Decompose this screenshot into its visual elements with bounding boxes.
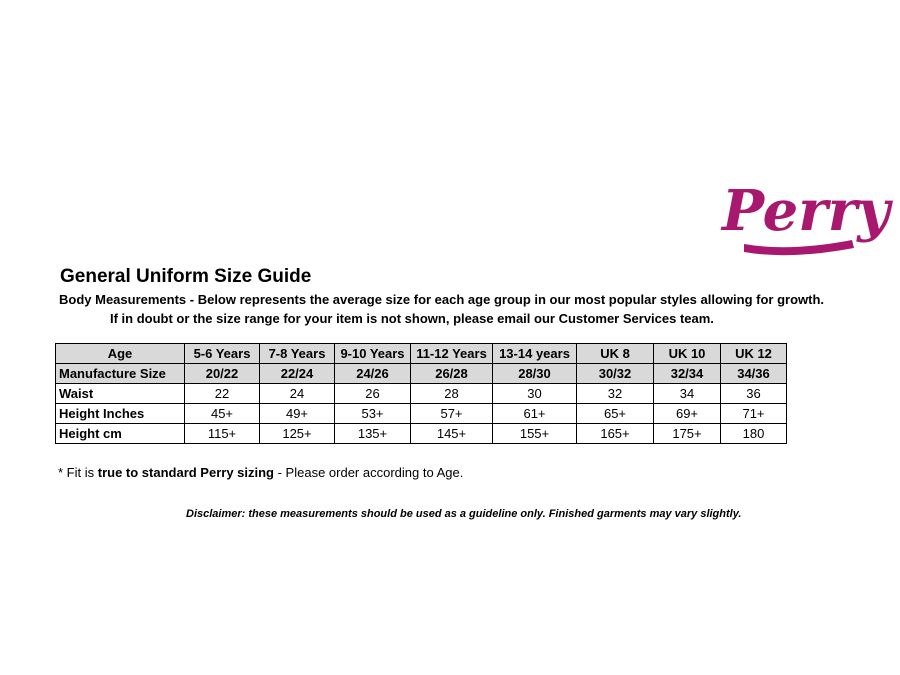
table-cell: 180 <box>721 424 787 444</box>
table-cell: 145+ <box>411 424 493 444</box>
table-cell: 24/26 <box>335 364 411 384</box>
intro-line-2: If in doubt or the size range for your item is not shown, please email our Customer Services team. <box>110 311 714 326</box>
row-label: Height Inches <box>56 404 185 424</box>
row-label: Height cm <box>56 424 185 444</box>
table-cell: 57+ <box>411 404 493 424</box>
table-cell: 24 <box>260 384 335 404</box>
perry-logo-mark <box>720 168 890 260</box>
table-cell: 49+ <box>260 404 335 424</box>
column-header: UK 12 <box>721 344 787 364</box>
fit-note-prefix: * Fit is <box>58 465 98 480</box>
table-cell: 30 <box>493 384 577 404</box>
table-cell: 20/22 <box>185 364 260 384</box>
table-cell: 45+ <box>185 404 260 424</box>
header-row <box>56 344 787 364</box>
column-header: 9-10 Years <box>335 344 411 364</box>
table-row <box>56 364 787 384</box>
table-cell: 22/24 <box>260 364 335 384</box>
table-cell: 28/30 <box>493 364 577 384</box>
table-cell: 34 <box>654 384 721 404</box>
table-row <box>56 424 787 444</box>
table-cell: 175+ <box>654 424 721 444</box>
fit-note-suffix: - Please order according to Age. <box>274 465 464 480</box>
row-label: Manufacture Size <box>56 364 185 384</box>
table-cell: 26/28 <box>411 364 493 384</box>
table-cell: 36 <box>721 384 787 404</box>
column-header: UK 8 <box>577 344 654 364</box>
table-cell: 30/32 <box>577 364 654 384</box>
header-label-age: Age <box>56 344 185 364</box>
table-cell: 69+ <box>654 404 721 424</box>
page-title: General Uniform Size Guide <box>60 266 312 287</box>
disclaimer: Disclaimer: these measurements should be used as a guideline only. Finished garments may vary slightly. <box>186 508 742 520</box>
table-row <box>56 384 787 404</box>
table-cell: 71+ <box>721 404 787 424</box>
table-cell: 115+ <box>185 424 260 444</box>
table-cell: 32/34 <box>654 364 721 384</box>
table-cell: 125+ <box>260 424 335 444</box>
table-cell: 22 <box>185 384 260 404</box>
table-cell: 34/36 <box>721 364 787 384</box>
table-cell: 135+ <box>335 424 411 444</box>
intro-line-1: Body Measurements - Below represents the average size for each age group in our most popular styles allowing for growth. <box>59 292 825 307</box>
size-guide-table <box>55 343 787 444</box>
row-label: Waist <box>56 384 185 404</box>
column-header: 5-6 Years <box>185 344 260 364</box>
table-row <box>56 404 787 424</box>
table-cell: 65+ <box>577 404 654 424</box>
table-cell: 61+ <box>493 404 577 424</box>
table-cell: 26 <box>335 384 411 404</box>
table-cell: 28 <box>411 384 493 404</box>
fit-note <box>58 465 463 480</box>
perry-logo-text: Perry <box>722 178 890 244</box>
table-cell: 165+ <box>577 424 654 444</box>
column-header: 13-14 years <box>493 344 577 364</box>
column-header: 11-12 Years <box>411 344 493 364</box>
fit-note-emphasis: true to standard Perry sizing <box>97 465 274 480</box>
table-cell: 155+ <box>493 424 577 444</box>
table-cell: 53+ <box>335 404 411 424</box>
perry-logo <box>720 168 890 260</box>
column-header: UK 10 <box>654 344 721 364</box>
column-header: 7-8 Years <box>260 344 335 364</box>
table-cell: 32 <box>577 384 654 404</box>
